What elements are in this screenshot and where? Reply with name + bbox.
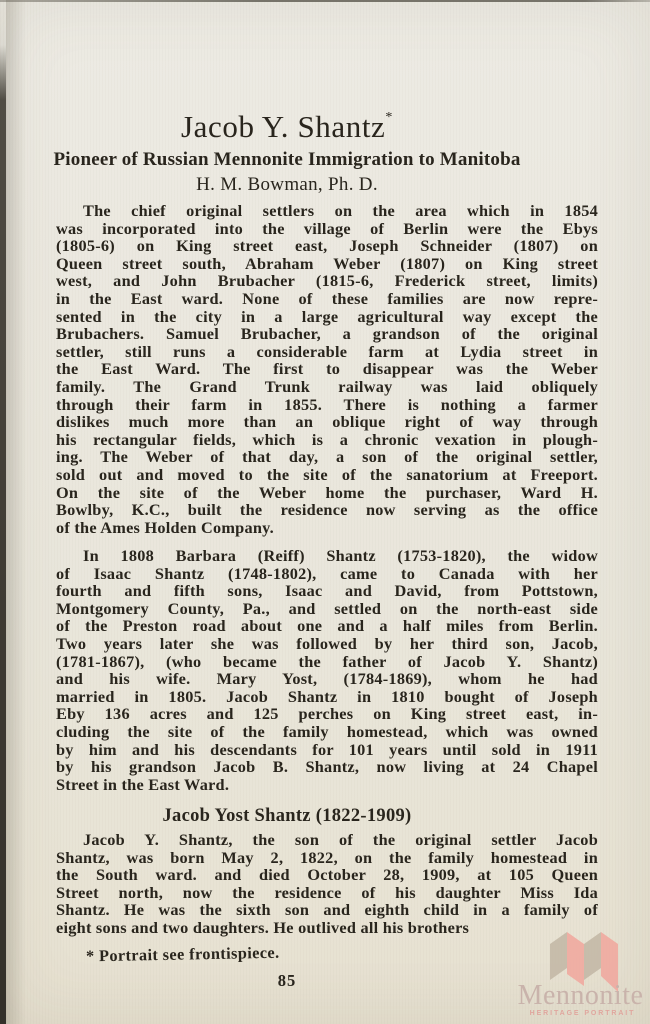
text-line: Street in the East Ward. xyxy=(56,774,230,794)
section-heading: Jacob Yost Shantz (1822-1909) xyxy=(162,806,412,826)
text-line: dislikes much more than an oblique right of way through xyxy=(56,412,598,432)
text-line: was incorporated into the village of Berlin were the Ebys xyxy=(56,218,598,238)
text-line: Jacob Y. Shantz, the son of the original settler Jacob xyxy=(83,830,598,849)
paragraph-settlers xyxy=(56,202,598,536)
paragraph-barbara-shantz xyxy=(56,547,598,793)
binding-shadow xyxy=(6,0,26,1024)
text-line: Street north, now the residence of his daughter Miss Ida xyxy=(56,882,598,902)
text-line: On the site of the Weber home the purchaser, Ward H. xyxy=(56,482,598,502)
text-line: In 1808 Barbara (Reiff) Shantz (1753-1820), the widow xyxy=(83,546,598,565)
binding-edge xyxy=(0,0,6,1024)
text-line: Shantz. He was the sixth son and eighth child in a family of xyxy=(56,900,598,920)
text-line: Shantz, was born May 2, 1822, on the family homestead in xyxy=(56,847,598,867)
footnote: * Portrait see frontispiece. xyxy=(85,942,280,966)
text-line: fourth and fifth sons, Isaac and David, from Pottstown, xyxy=(56,581,598,601)
text-line: in the East ward. None of these families are now repre- xyxy=(56,288,598,308)
text-line: by him and his descendants for 101 years until sold in 1911 xyxy=(56,739,598,759)
text-line: and his wife. Mary Yost, (1784-1869), whom he had xyxy=(56,669,598,689)
text-line: west, and John Brubacher (1815-6, Frederick street, limits) xyxy=(56,271,598,291)
article-title-text: Jacob Y. Shantz xyxy=(180,109,386,144)
text-line: through their farm in 1855. There is nothing a farmer xyxy=(56,394,598,414)
text-line: The chief original settlers on the area which in 1854 xyxy=(83,201,598,220)
text-line: Eby 136 acres and 125 perches on King street east, in- xyxy=(56,704,598,724)
text-line: settler, still runs a considerable farm at Lydia street in xyxy=(56,341,598,361)
text-line: eight sons and two daughters. He outlived all his brothers xyxy=(56,917,470,937)
text-line: family. The Grand Trunk railway was laid obliquely xyxy=(56,376,598,396)
title-footnote-marker: * xyxy=(385,110,394,125)
text-line: (1781-1867), (who became the father of Jacob Y. Shantz) xyxy=(56,651,598,671)
text-line: of the Ames Holden Company. xyxy=(56,517,274,537)
text-line: the East Ward. The first to disappear was the Weber xyxy=(56,359,598,379)
article-title xyxy=(56,109,518,145)
text-line: Two years later she was followed by her third son, Jacob, xyxy=(56,633,598,653)
article-byline: H. M. Bowman, Ph. D. xyxy=(196,174,378,195)
watermark-brand: Mennonite xyxy=(517,980,644,1011)
text-line: Bowlby, K.C., built the residence now serving as the office xyxy=(56,500,598,520)
text-line: cluding the site of the family homestead, which was owned xyxy=(56,721,598,741)
text-line: sold out and moved to the site of the sanatorium at Freeport. xyxy=(56,464,598,484)
watermark-tagline: HERITAGE PORTRAIT xyxy=(529,1010,636,1017)
paragraph-jacob-yost xyxy=(56,831,598,937)
text-line: by his grandson Jacob B. Shantz, now living at 24 Chapel xyxy=(56,757,598,777)
text-line: Montgomery County, Pa., and settled on the north-east side xyxy=(56,598,598,618)
page-number: 85 xyxy=(277,971,297,990)
text-line: the South ward. and died October 28, 1909, at 105 Queen xyxy=(56,865,598,885)
text-line: (1805-6) on King street east, Joseph Schneider (1807) on xyxy=(56,236,598,256)
text-line: sented in the city in a large agricultural way except the xyxy=(56,306,598,326)
text-line: of the Preston road about one and a half miles from Berlin. xyxy=(56,616,598,636)
text-line: Queen street south, Abraham Weber (1807) on King street xyxy=(56,253,598,273)
text-line: ing. The Weber of that day, a son of the original settler, xyxy=(56,447,598,467)
text-line: married in 1805. Jacob Shantz in 1810 bought of Joseph xyxy=(56,686,598,706)
text-line: of Isaac Shantz (1748-1802), came to Canada with her xyxy=(56,563,598,583)
text-line: his rectangular fields, which is a chronic vexation in plough- xyxy=(56,429,598,449)
text-line: Brubachers. Samuel Brubacher, a grandson of the original xyxy=(56,324,598,344)
page-text-block xyxy=(53,0,598,1024)
article-subtitle: Pioneer of Russian Mennonite Immigration to Manitoba xyxy=(53,149,521,170)
